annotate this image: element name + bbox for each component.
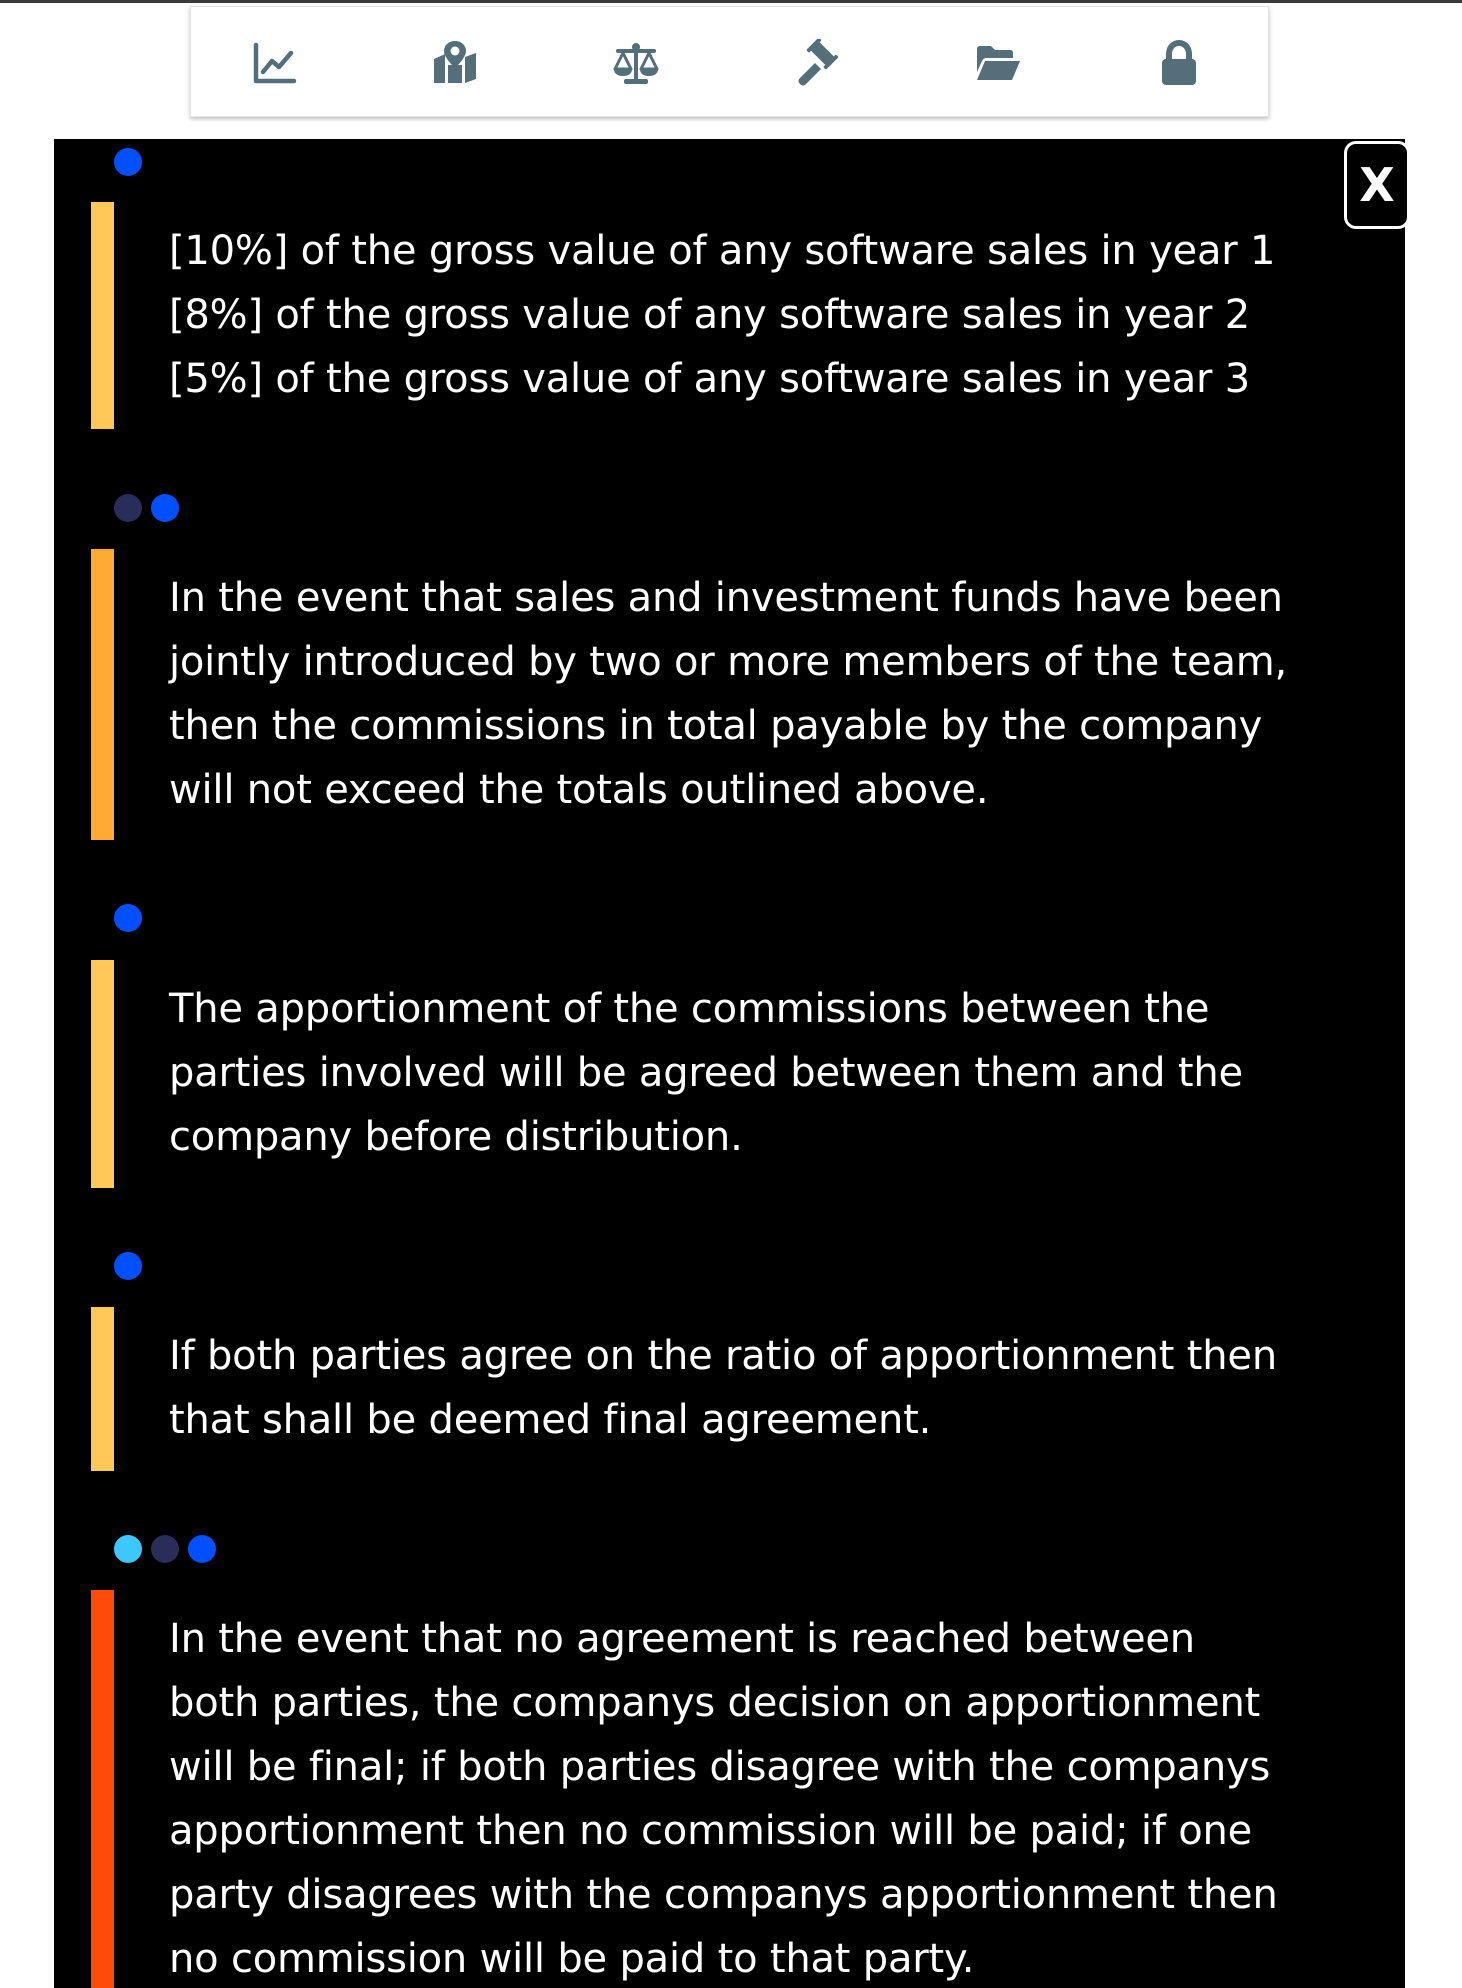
lock-button[interactable] bbox=[1151, 37, 1207, 89]
clause-indicator-dots bbox=[114, 494, 179, 522]
lock-icon bbox=[1155, 39, 1203, 87]
clause-indicator-dots bbox=[114, 148, 142, 176]
gavel-button[interactable] bbox=[789, 37, 845, 89]
clause-text: In the event that sales and investment funds have been jointly introduced by two or more members of the team, then the commissions in total payable by the company will not exceed the totals outlined above. bbox=[169, 575, 1288, 813]
clause-severity-bar bbox=[91, 960, 114, 1188]
clause-text: In the event that no agreement is reached between both parties, the companys decision on apportionment will be final; if both parties disagree with the companys apportionment then no commission will be paid; if one party disagrees with the companys apportionment then no commission will be paid to that party. bbox=[169, 1616, 1278, 1982]
clause-indicator-dots bbox=[114, 1535, 216, 1563]
clause-text: The apportionment of the commissions between the parties involved will be agreed between them and the company before distribution. bbox=[169, 986, 1243, 1160]
indicator-dot bbox=[188, 1535, 216, 1563]
map-icon bbox=[431, 39, 479, 87]
indicator-dot bbox=[114, 148, 142, 176]
clause-text: [10%] of the gross value of any software sales in year 1 [8%] of the gross value of any software sales in year 2 [5%] of the gross value of any software sales in year 3 bbox=[169, 228, 1276, 402]
indicator-dot bbox=[114, 1252, 142, 1280]
chart-line-icon bbox=[250, 39, 298, 87]
clause-text: If both parties agree on the ratio of apportionment then that shall be deemed final agreement. bbox=[169, 1333, 1277, 1443]
indicator-dot bbox=[151, 1535, 179, 1563]
balance-scale-icon bbox=[612, 39, 660, 87]
clause-indicator-dots bbox=[114, 1252, 142, 1280]
clause-severity-bar bbox=[91, 1307, 114, 1471]
clause-block bbox=[91, 1590, 1381, 1988]
indicator-dot bbox=[114, 494, 142, 522]
clause-severity-bar bbox=[91, 1590, 114, 1988]
clauses-panel bbox=[54, 139, 1405, 1988]
indicator-dot bbox=[114, 1535, 142, 1563]
clause-block bbox=[91, 1307, 1381, 1471]
clause-block bbox=[91, 960, 1381, 1188]
folder-open-icon bbox=[974, 39, 1022, 87]
indicator-dot bbox=[151, 494, 179, 522]
clause-severity-bar bbox=[91, 202, 114, 429]
window-top-border bbox=[0, 0, 1462, 3]
balance-button[interactable] bbox=[608, 37, 664, 89]
folder-button[interactable] bbox=[970, 37, 1026, 89]
clause-block bbox=[91, 549, 1381, 840]
close-button[interactable]: X bbox=[1344, 141, 1410, 229]
chart-button[interactable] bbox=[246, 37, 302, 89]
clause-block bbox=[91, 202, 1381, 429]
clause-indicator-dots bbox=[114, 904, 142, 932]
clause-severity-bar bbox=[91, 549, 114, 840]
map-button[interactable] bbox=[427, 37, 483, 89]
toolbar bbox=[190, 6, 1269, 117]
indicator-dot bbox=[114, 904, 142, 932]
gavel-icon bbox=[793, 39, 841, 87]
